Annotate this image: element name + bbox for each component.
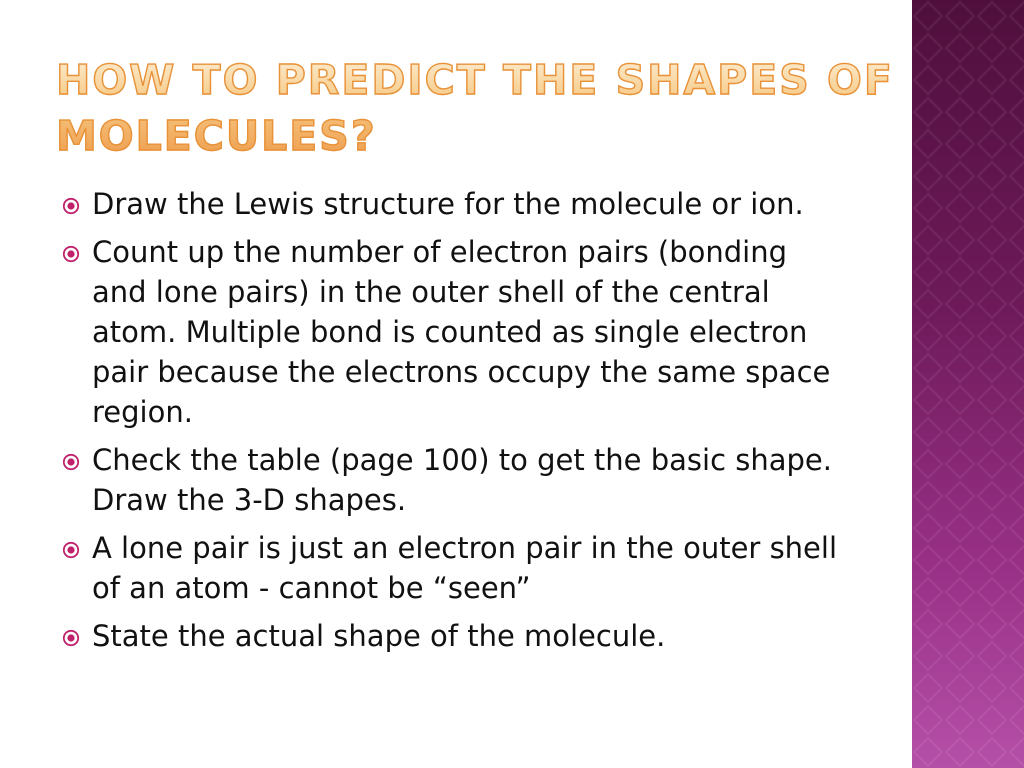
bullet-text: Check the table (page 100) to get the basic shape. Draw the 3-D shapes. [92,443,832,517]
bullet-item [60,616,850,656]
radio-bullet-icon [62,541,80,559]
bullet-item [60,528,850,608]
slide-title: HOW TO PREDICT THE SHAPES OF MOLECULES? [56,52,896,164]
bullet-item [60,184,850,224]
radio-bullet-icon [62,453,80,471]
bullet-text: A lone pair is just an electron pair in the outer shell of an atom - cannot be “seen” [92,531,838,605]
bullet-text: Draw the Lewis structure for the molecule or ion. [92,187,804,221]
bullet-text: Count up the number of electron pairs (bonding and lone pairs) in the outer shell of the central atom. Multiple bond is counted as single electron pair because the electrons occupy the same space region. [92,235,831,429]
radio-bullet-icon [62,629,80,647]
bullet-item [60,440,850,520]
bullet-item [60,232,850,432]
decorative-side-panel [912,0,1024,768]
diamond-pattern [912,0,1024,768]
radio-bullet-icon [62,245,80,263]
bullet-text: State the actual shape of the molecule. [92,619,666,653]
bullet-list [60,184,850,664]
radio-bullet-icon [62,197,80,215]
